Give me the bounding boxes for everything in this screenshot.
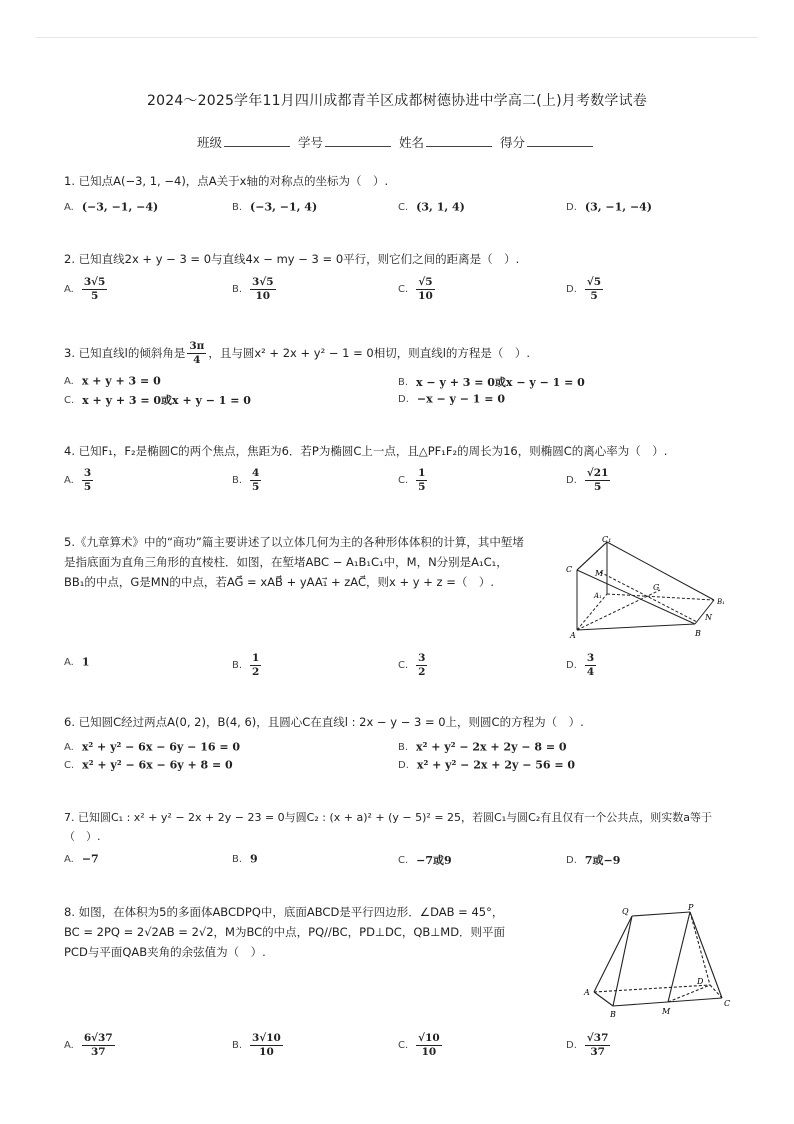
question-4-text: 4. 已知F₁，F₂是椭圆C的两个焦点，焦距为6．若P为椭圆C上一点，且△PF₁F₂的周长为16，则椭圆C的离心率为（ ）. <box>64 444 668 458</box>
question-6-text: 6. 已知圆C经过两点A(0, 2)，B(4, 6)，且圆心C在直线l : 2x − y − 3 = 0上，则圆C的方程为（ ）. <box>64 715 584 729</box>
prism-figure <box>562 532 732 642</box>
q3-option-c[interactable]: C. x + y + 3 = 0或x + y − 1 = 0 <box>64 394 251 407</box>
question-5-line-3: BB₁的中点，G是MN的中点，若AG⃗ = xAB⃗ + yAA₁⃗ + zAC⃗，则x + y + z =（ ）. <box>64 575 494 589</box>
label-c: C <box>566 565 573 574</box>
score-blank[interactable] <box>527 135 593 147</box>
q1-option-c[interactable]: C. (3, 1, 4) <box>398 200 465 214</box>
q6-option-d[interactable]: D. x² + y² − 2x + 2y − 56 = 0 <box>398 758 576 772</box>
q8-option-c[interactable]: C. $\frac{√10}{10}$ <box>398 1032 440 1058</box>
q3-option-a[interactable]: A. x + y + 3 = 0 <box>64 374 161 388</box>
question-3 <box>64 340 730 367</box>
question-8-line-1: 8. 如图，在体积为5的多面体ABCDPQ中，底面ABCD是平行四边形．∠DAB = 45°， <box>64 905 504 919</box>
label-d8: D <box>697 977 704 986</box>
q6-option-a[interactable]: A. x² + y² − 6x − 6y − 16 = 0 <box>64 740 241 754</box>
q2-option-c[interactable]: C. $\frac{√5}{10}$ <box>398 276 433 302</box>
q5-option-b[interactable]: B. $\frac{1}{2}$ <box>232 652 260 678</box>
q8-option-b[interactable]: B. $\frac{3√10}{10}$ <box>232 1032 281 1058</box>
q2-option-d[interactable]: D. $\frac{√5}{5}$ <box>566 276 602 302</box>
question-4 <box>64 442 730 461</box>
q4-option-c[interactable]: C. $\frac{1}{5}$ <box>398 467 426 493</box>
question-3-text-b: ，且与圆x² + 2x + y² − 1 = 0相切，则直线l的方程是（ ）. <box>208 346 531 360</box>
label-n: N <box>705 613 712 622</box>
question-7-line-2: （ ）. <box>64 830 101 843</box>
class-blank[interactable] <box>224 135 290 147</box>
label-c1: C₁ <box>602 535 612 544</box>
label-q: Q <box>622 907 629 916</box>
q1-option-b[interactable]: B. (−3, −1, 4) <box>232 200 318 214</box>
question-8-line-3: PCD与平面QAB夹角的余弦值为（ ）. <box>64 945 266 959</box>
id-label: 学号 <box>297 135 323 150</box>
name-label: 姓名 <box>398 135 424 150</box>
label-p: P <box>688 903 694 912</box>
q1-option-a[interactable]: A. (−3, −1, −4) <box>64 200 159 214</box>
polyhedron-figure <box>580 900 740 1020</box>
question-3-text-a: 3. 已知直线l的倾斜角是 <box>64 346 186 360</box>
label-g: G <box>653 583 660 592</box>
score-label: 得分 <box>499 135 525 150</box>
question-2 <box>64 250 730 269</box>
label-b1: B₁ <box>717 598 725 606</box>
q5-option-c[interactable]: C. $\frac{3}{2}$ <box>398 652 426 678</box>
id-blank[interactable] <box>325 135 391 147</box>
class-label: 班级 <box>196 135 222 150</box>
label-a: A <box>570 631 576 640</box>
label-m: M <box>595 569 604 578</box>
question-6 <box>64 713 730 732</box>
q2-option-a[interactable]: A. $\frac{3√5}{5}$ <box>64 276 106 302</box>
student-info-line <box>0 133 794 151</box>
q5-option-d[interactable]: D. $\frac{3}{4}$ <box>566 652 595 678</box>
q4-option-b[interactable]: B. $\frac{4}{5}$ <box>232 467 260 493</box>
q7-option-b[interactable]: B. 9 <box>232 852 258 866</box>
label-m8: M <box>662 1007 671 1016</box>
q7-option-c[interactable]: C. −7或9 <box>398 854 452 867</box>
question-5-line-2: 是指底面为直角三角形的直棱柱．如图，在堑堵ABC − A₁B₁C₁中，M，N分别是A₁C₁， <box>64 555 508 569</box>
question-1-text: 1. 已知点A(−3, 1, −4)，点A关于x轴的对称点的坐标为（ ）. <box>64 174 389 188</box>
question-5-line-1: 5.《九章算术》中的“商功”篇主要讲述了以立体几何为主的各种形体体积的计算，其中堑堵 <box>64 535 524 549</box>
q3-option-b[interactable]: B. x − y + 3 = 0或x − y − 1 = 0 <box>398 376 585 389</box>
label-b: B <box>695 629 701 638</box>
question-8 <box>64 902 564 962</box>
q7-option-d[interactable]: D. 7或−9 <box>566 854 621 867</box>
q2-option-b[interactable]: B. $\frac{3√5}{10}$ <box>232 276 274 302</box>
q8-option-d[interactable]: D. $\frac{√37}{37}$ <box>566 1032 609 1058</box>
q1-option-d[interactable]: D. (3, −1, −4) <box>566 200 653 214</box>
q6-option-c[interactable]: C. x² + y² − 6x − 6y + 8 = 0 <box>64 758 233 772</box>
question-5 <box>64 532 554 592</box>
q8-option-a[interactable]: A. $\frac{6√37}{37}$ <box>64 1032 113 1058</box>
question-7 <box>64 808 734 846</box>
q7-option-a[interactable]: A. −7 <box>64 852 99 866</box>
label-c8: C <box>724 999 731 1008</box>
q4-option-a[interactable]: A. $\frac{3}{5}$ <box>64 467 92 493</box>
question-2-text: 2. 已知直线2x + y − 3 = 0与直线4x − my − 3 = 0平行，则它们之间的距离是（ ）. <box>64 252 520 266</box>
q3-option-d[interactable]: D. −x − y − 1 = 0 <box>398 392 505 406</box>
exam-title: 2024～2025学年11月四川成都青羊区成都树德协进中学高二(上)月考数学试卷 <box>147 93 647 109</box>
q5-option-a[interactable]: A. 1 <box>64 655 90 669</box>
question-3-angle-den: 4 <box>193 354 201 366</box>
q4-option-d[interactable]: D. $\frac{√21}{5}$ <box>566 467 609 493</box>
question-3-angle-num: 3π <box>189 340 205 352</box>
label-a1: A₁ <box>594 592 602 600</box>
header-rule <box>36 37 758 38</box>
question-1 <box>64 172 730 191</box>
question-8-line-2: BC = 2PQ = 2√2AB = 2√2，M为BC的中点，PQ//BC，PD⊥DC，QB⊥MD．则平面 <box>64 925 506 939</box>
question-7-line-1: 7. 已知圆C₁ : x² + y² − 2x + 2y − 23 = 0与圆C₂ : (x + a)² + (y − 5)² = 25，若圆C₁与圆C₂有且仅有一个公共点，则实数a等于 <box>64 811 712 824</box>
label-a8: A <box>584 988 590 997</box>
name-blank[interactable] <box>426 135 492 147</box>
label-b8: B <box>610 1010 616 1019</box>
q6-option-b[interactable]: B. x² + y² − 2x + 2y − 8 = 0 <box>398 740 567 754</box>
